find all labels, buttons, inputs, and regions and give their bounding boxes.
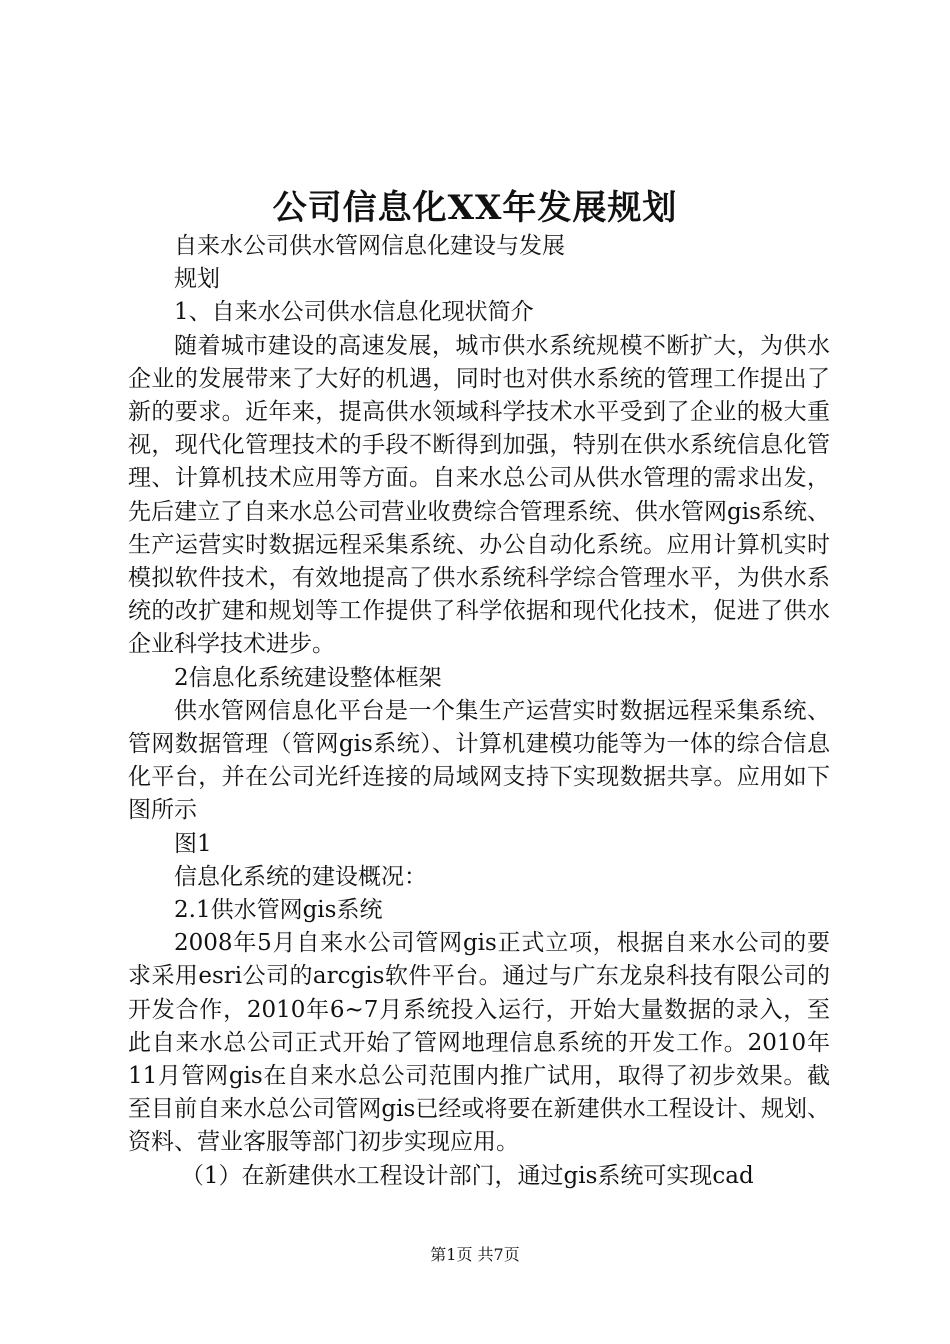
paragraph-subtitle: 自来水公司供水管网信息化建设与发展 [174, 233, 565, 259]
page-footer: 第1页 共7页 [430, 1245, 520, 1264]
figure-label: 图1 [174, 830, 212, 857]
section-heading-1: 1、自来水公司供水信息化现状简介 [174, 299, 534, 326]
paragraph-platform-framework: 供水管网信息化平台是一个集生产运营实时数据远程采集系统、管网数据管理（管网gis系统）、计算机建模功能等为一体的综合信息化平台，并在公司光纤连接的局域网支持下实现数据共享。应用如下图所示 [128, 697, 830, 824]
paragraph-status-overview: 随着城市建设的高速发展，城市供水系统规模不断扩大，为供水企业的发展带来了大好的机遇，同时也对供水系统的管理工作提出了新的要求。近年来，提高供水领域科学技术水平受到了企业的极大重视，现代化管理技术的手段不断得到加强，特别在供水系统信息化管理、计算机技术应用等方面。自来水总公司从供水管理的需求出发，先后建立了自来水总公司营业收费综合管理系统、供水管网gis系统、生产运营实时数据远程采集系统、办公自动化系统。应用计算机实时模拟软件技术，有效地提高了供水系统科学综合管理水平，为供水系统的改扩建和规划等工作提供了科学依据和现代化技术，促进了供水企业科学技术进步。 [128, 332, 830, 658]
section-heading-2-1: 2.1供水管网gis系统 [174, 897, 383, 924]
paragraph-construction-overview: 信息化系统的建设概况： [174, 863, 427, 890]
paragraph-design-dept: （1）在新建供水工程设计部门，通过gis系统可实现cad [180, 1162, 754, 1189]
paragraph-gis-history: 2008年5月自来水公司管网gis正式立项，根据自来水公司的要求采用esri公司的arcgis软件平台。通过与广东龙泉科技有限公司的开发合作，2010年6~7月系统投入运行，开始大量数据的录入，至此自来水总公司正式开始了管网地理信息系统的开发工作。2010年11月管网gis在自来水总公司范围内推广试用，取得了初步效果。截至目前自来水总公司管网gis已经或将要在新建供水工程设计、规划、资料、营业客服等部门初步实现应用。 [128, 930, 830, 1156]
paragraph-subtitle-cont: 规划 [174, 266, 220, 293]
section-heading-2: 2信息化系统建设整体框架 [174, 664, 442, 691]
document-title: 公司信息化XX年发展规划 [272, 188, 678, 228]
document-body [128, 230, 830, 1193]
